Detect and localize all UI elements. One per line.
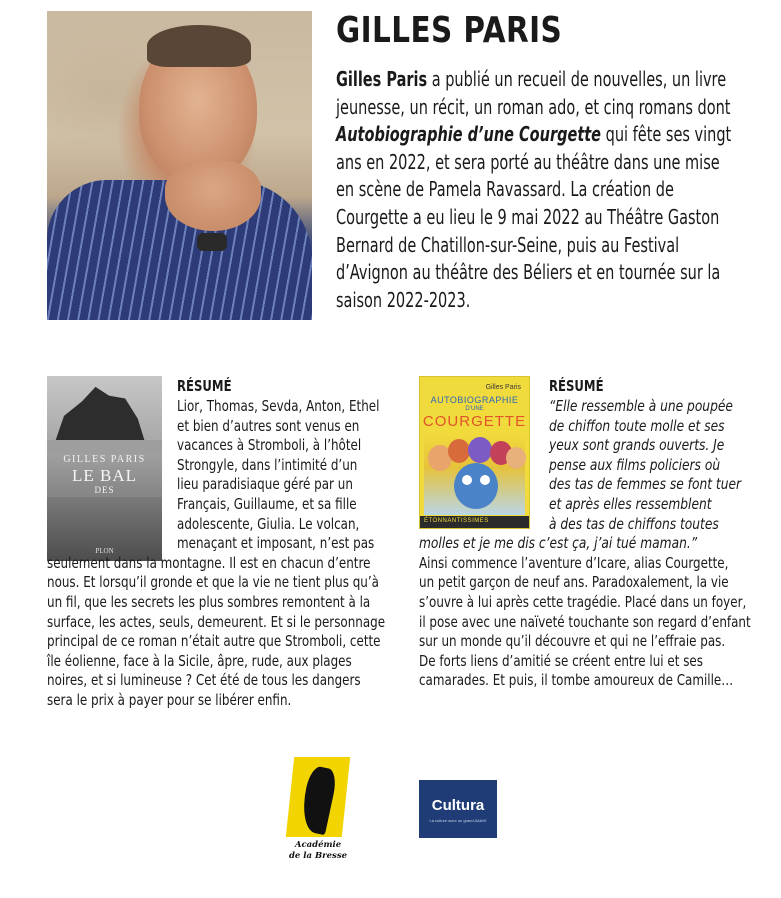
cover2-illustration: [424, 435, 525, 515]
cultura-logo-word: Cultura: [431, 797, 485, 814]
book2-quote-line: pense aux films policiers où: [549, 455, 721, 474]
cultura-logo: [419, 780, 497, 838]
cover2-title-line2: D’UNE: [465, 406, 484, 412]
book2-quote-line: molles et je me dis c’est ça, j’ai tué maman.”: [419, 534, 698, 553]
book-cover-le-bal-des-cendres: [47, 376, 162, 561]
cover2-title-line3: COURGETTE: [422, 413, 527, 430]
academie-de-la-bresse-logo: [284, 757, 352, 867]
bio-book-title: Autobiographie d’une Courgette: [336, 122, 602, 147]
book1-resume-line: nous. Et lorsqu’il gronde et que la vie ne tient plus qu’à: [47, 573, 379, 592]
author-bio: [336, 66, 742, 314]
cover2-band-label: ÉTONNANTISSIMES: [424, 518, 489, 524]
book1-resume-line: menaçant et imposant, n’est pas: [177, 534, 375, 553]
book2-resume-line: De forts liens d’amitié se créent entre lui et ses: [419, 651, 703, 670]
book2-quote-line: “Elle ressemble à une poupée: [549, 397, 733, 415]
book2-resume-line: il pose avec une naïveté touchante son regard d’enfant: [419, 612, 751, 631]
bio-text-part2: qui fête ses vingt ans en 2022, et sera porté au théâtre dans une mise en scène de Pamela Ravassard. La création de Courgette a eu lieu le 9 mai 2022 au Théâtre Gaston Bernard de Chatillon-sur-Seine, puis au Festival d’Avignon au théâtre des Béliers et en tournée sur la saison 2022-2023.: [336, 122, 732, 312]
cover1-title-line2: DES: [94, 485, 115, 495]
book2-quote-line: et après elles ressemblent: [549, 495, 712, 513]
book-cover-autobiographie-courgette: [419, 376, 530, 529]
academie-logo-line1: Académie: [294, 840, 342, 850]
bio-text-part1: a publié un recueil de nouvelles, un livre jeunesse, un récit, un roman ado, et cinq romans dont: [336, 67, 731, 119]
book2-quote-line: des tas de femmes se font tuer: [549, 475, 742, 494]
author-portrait: [47, 11, 312, 320]
book1-resume-line: adolescente, Giulia. Le volcan,: [177, 514, 360, 533]
book1-resume-line: sera le prix à payer pour se libérer enfin.: [47, 691, 292, 709]
book2-quote-line: à des tas de chiffons toutes: [549, 514, 719, 533]
bio-author-name: Gilles Paris: [336, 67, 428, 91]
cover1-title-line1: LE BAL: [71, 466, 138, 485]
cover2-collection-band: [420, 516, 529, 528]
book1-resume-line: un fil, que les secrets les plus sombres remontent à la: [47, 593, 371, 611]
book2-resume-line: un petit garçon de neuf ans. Paradoxalement, la vie: [419, 573, 729, 592]
cover1-publisher: PLON: [95, 547, 114, 555]
book1-resume-heading: RÉSUMÉ: [177, 377, 232, 395]
book2-quote-line: yeux sont grands ouverts. Je: [549, 436, 725, 455]
book1-resume-line: île éolienne, face à la Sicile, âpre, rude, aux plages: [47, 651, 352, 670]
page-title: GILLES PARIS: [336, 10, 563, 51]
book2-resume-line: sur un monde qu’il découvre et qui ne l’effraie pas.: [419, 632, 726, 651]
cover2-title-line1: AUTOBIOGRAPHIE: [430, 395, 519, 405]
cover1-author: GILLES PARIS: [63, 454, 146, 465]
academie-logo-text: [284, 840, 352, 862]
book2-resume-line: s’ouvre à lui après cette tragédie. Placé dans un foyer,: [419, 593, 747, 611]
book1-resume-line: et bien d’autres sont venus en: [177, 416, 360, 435]
book2-resume-line: camarades. Et puis, il tombe amoureux de Camille…: [419, 671, 734, 690]
book1-resume-line: vacances à Stromboli, à l’hôtel: [177, 436, 362, 455]
book1-resume-line: surface, les actes, seuls, demeurent. Et si le personnage: [47, 612, 386, 631]
book1-resume-line: Français, Guillaume, et sa fille: [177, 495, 357, 513]
book1-resume-line: Strongyle, dans l’intimité d’un: [177, 455, 358, 474]
book1-resume-line: noires, et si lumineuse ? Cet été de tous les dangers: [47, 671, 361, 690]
cover2-author: Gilles Paris: [485, 384, 521, 391]
book1-resume-line: lieu paradisiaque géré par un: [177, 475, 353, 494]
book2-resume-line: Ainsi commence l’aventure d’Icare, alias Courgette,: [419, 553, 729, 572]
book2-resume-heading: RÉSUMÉ: [549, 377, 604, 395]
book1-resume-line: principal de ce roman n’était autre que Stromboli, cette: [47, 632, 381, 651]
cultura-logo-tagline: La culture avec un grand AAAH!: [429, 818, 487, 823]
book1-resume-line: seulement dans la montagne. Il est en chacun d’entre: [47, 553, 371, 572]
academie-logo-line2: de la Bresse: [288, 851, 348, 861]
book1-resume-line: Lior, Thomas, Sevda, Anton, Ethel: [177, 397, 380, 415]
book2-quote-line: de chiffon toute molle et ses: [549, 416, 725, 435]
